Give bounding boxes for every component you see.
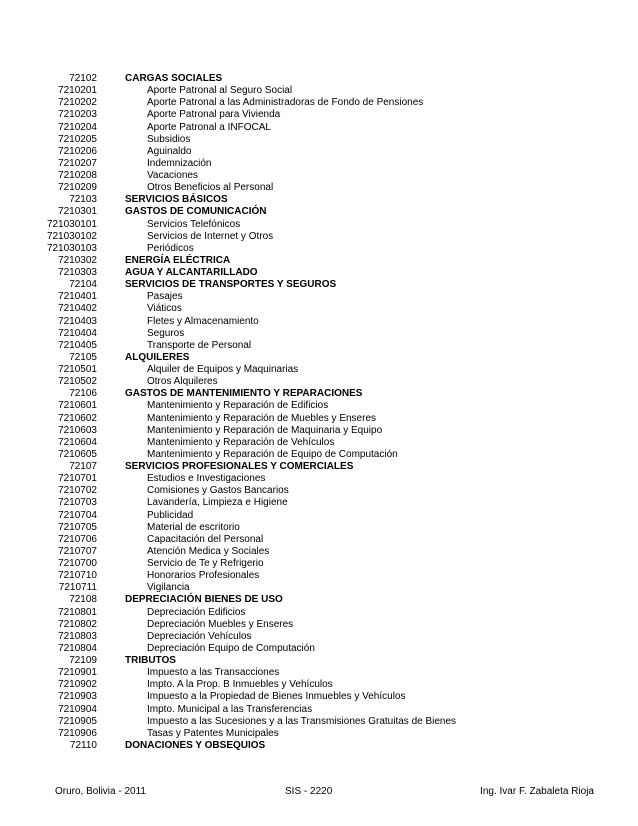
account-label: Impto. Municipal a las Transferencias — [147, 703, 313, 715]
account-label: Aporte Patronal a INFOCAL — [147, 121, 271, 133]
account-label: Indemnización — [147, 157, 212, 169]
account-label: TRIBUTOS — [125, 655, 176, 666]
account-item-row — [0, 510, 638, 522]
account-label: Viáticos — [147, 303, 182, 315]
account-code: 7210803 — [58, 630, 97, 642]
account-item-row — [0, 328, 638, 340]
account-code: 7210501 — [58, 364, 97, 375]
account-heading-row — [0, 267, 638, 279]
account-item-row — [0, 437, 638, 449]
account-item-row — [0, 134, 638, 146]
account-label: Vigilancia — [147, 582, 190, 594]
account-item-row — [0, 109, 638, 121]
account-item-row — [0, 716, 638, 728]
account-label: Impuesto a las Transacciones — [147, 667, 280, 679]
account-item-row — [0, 376, 638, 388]
account-code: 7210206 — [58, 145, 97, 157]
account-code: 7210702 — [58, 485, 97, 497]
account-code: 7210209 — [58, 182, 97, 194]
account-item-row — [0, 85, 638, 97]
account-item-row — [0, 679, 638, 691]
account-code: 72109 — [69, 655, 97, 666]
footer-course: SIS - 2220 — [285, 786, 333, 797]
account-heading-row — [0, 73, 638, 85]
account-code: 7210502 — [58, 376, 97, 388]
account-item-row — [0, 231, 638, 243]
account-label: AGUA Y ALCANTARILLADO — [125, 267, 258, 278]
account-label: Pasajes — [147, 291, 183, 303]
account-label: Impto. A la Prop. B Inmuebles y Vehículos — [147, 679, 333, 691]
account-label: GASTOS DE COMUNICACIÓN — [125, 206, 267, 218]
account-code: 7210208 — [58, 170, 97, 181]
account-code: 7210706 — [58, 533, 97, 545]
account-label: Seguros — [147, 327, 185, 339]
account-heading-row — [0, 655, 638, 667]
account-list — [0, 73, 638, 752]
account-code: 7210701 — [58, 473, 97, 485]
account-label: Transporte de Personal — [147, 339, 252, 351]
account-item-row — [0, 570, 638, 582]
account-code: 7210605 — [58, 448, 97, 460]
account-label: Tasas y Patentes Municipales — [147, 727, 279, 739]
account-item-row — [0, 400, 638, 412]
account-label: Vacaciones — [147, 170, 198, 181]
account-item-row — [0, 728, 638, 740]
account-code: 7210207 — [58, 157, 97, 169]
account-item-row — [0, 631, 638, 643]
account-label: Mantenimiento y Reparación de Maquinaria y Equipo — [147, 424, 383, 436]
account-code: 7210903 — [58, 691, 97, 703]
account-code: 7210700 — [58, 558, 97, 569]
account-code: 72110 — [69, 739, 97, 751]
account-item-row — [0, 158, 638, 170]
account-item-row — [0, 619, 638, 631]
account-item-row — [0, 219, 638, 231]
account-code: 7210303 — [58, 267, 97, 278]
account-item-row — [0, 122, 638, 134]
account-code: 7210205 — [58, 133, 97, 145]
account-label: Publicidad — [147, 509, 194, 521]
account-item-row — [0, 170, 638, 182]
account-code: 7210301 — [58, 206, 97, 218]
account-code: 7210804 — [58, 642, 97, 654]
account-code: 7210906 — [58, 727, 97, 739]
account-item-row — [0, 497, 638, 509]
account-code: 72102 — [69, 73, 97, 84]
account-label: Mantenimiento y Reparación de Edificios — [147, 400, 329, 412]
account-heading-row — [0, 206, 638, 218]
account-item-row — [0, 558, 638, 570]
account-code: 7210707 — [58, 545, 97, 557]
account-code: 72104 — [69, 279, 97, 291]
account-code: 7210404 — [58, 327, 97, 339]
account-item-row — [0, 303, 638, 315]
account-item-row — [0, 534, 638, 546]
account-label: Depreciación Edificios — [147, 606, 246, 618]
account-code: 7210302 — [58, 254, 97, 266]
account-item-row — [0, 243, 638, 255]
footer-location: Oruro, Bolivia - 2011 — [55, 786, 146, 797]
account-item-row — [0, 691, 638, 703]
account-code: 7210405 — [58, 339, 97, 351]
account-code: 721030101 — [46, 218, 97, 230]
account-item-row — [0, 643, 638, 655]
account-label: Aporte Patronal a las Administradoras de Fondo de Pensiones — [147, 97, 424, 109]
account-code: 7210905 — [58, 715, 97, 727]
account-item-row — [0, 364, 638, 376]
account-item-row — [0, 413, 638, 425]
account-label: Fletes y Almacenamiento — [147, 315, 259, 327]
account-code: 72107 — [69, 461, 97, 472]
account-item-row — [0, 667, 638, 679]
account-label: SERVICIOS DE TRANSPORTES Y SEGUROS — [125, 279, 337, 291]
account-item-row — [0, 291, 638, 303]
account-code: 7210802 — [58, 618, 97, 630]
account-item-row — [0, 97, 638, 109]
account-label: Mantenimiento y Reparación de Equipo de Computación — [147, 448, 398, 460]
account-code: 7210801 — [58, 606, 97, 618]
account-label: Estudios e Investigaciones — [147, 473, 266, 485]
account-heading-row — [0, 194, 638, 206]
account-label: Depreciación Muebles y Enseres — [147, 618, 294, 630]
account-heading-row — [0, 255, 638, 267]
account-label: Depreciación Equipo de Computación — [147, 642, 315, 654]
account-label: Servicios Telefónicos — [147, 218, 241, 230]
account-label: Periódicos — [147, 242, 194, 254]
account-label: Comisiones y Gastos Bancarios — [147, 485, 289, 497]
account-label: ENERGÍA ELÉCTRICA — [125, 254, 231, 266]
account-code: 7210703 — [58, 497, 97, 509]
account-heading-row — [0, 740, 638, 752]
account-label: Subsidios — [147, 133, 191, 145]
account-code: 7210604 — [58, 436, 97, 448]
account-code: 7210705 — [58, 521, 97, 533]
account-label: Impuesto a las Sucesiones y a las Transmisiones Gratuitas de Bienes — [147, 715, 457, 727]
page-footer — [0, 786, 638, 800]
account-label: Material de escritorio — [147, 521, 240, 533]
account-label: Atención Medica y Sociales — [147, 545, 270, 557]
account-code: 7210601 — [58, 400, 97, 412]
account-code: 7210602 — [58, 412, 97, 424]
account-label: Servicios de Internet y Otros — [147, 230, 274, 242]
account-item-row — [0, 316, 638, 328]
account-code: 7210204 — [58, 121, 97, 133]
account-code: 7210901 — [58, 667, 97, 679]
account-label: CARGAS SOCIALES — [125, 73, 223, 84]
account-code: 721030103 — [46, 242, 97, 254]
account-item-row — [0, 340, 638, 352]
account-code: 7210603 — [58, 424, 97, 436]
account-label: Mantenimiento y Reparación de Muebles y Enseres — [147, 412, 377, 424]
account-code: 7210904 — [58, 703, 97, 715]
account-label: Aporte Patronal al Seguro Social — [147, 85, 293, 97]
account-label: Impuesto a la Propiedad de Bienes Inmuebles y Vehículos — [147, 691, 406, 703]
account-label: SERVICIOS PROFESIONALES Y COMERCIALES — [125, 461, 354, 472]
account-item-row — [0, 522, 638, 534]
account-code: 7210201 — [58, 85, 97, 97]
account-label: GASTOS DE MANTENIMIENTO Y REPARACIONES — [125, 388, 363, 400]
account-label: DEPRECIACIÓN BIENES DE USO — [125, 594, 283, 606]
account-label: Honorarios Profesionales — [147, 570, 260, 582]
account-label: Aporte Patronal para Vivienda — [147, 109, 281, 121]
account-heading-row — [0, 594, 638, 606]
account-code: 72106 — [69, 388, 97, 400]
account-code: 7210401 — [58, 291, 97, 303]
account-label: Alquiler de Equipos y Maquinarias — [147, 364, 299, 375]
account-code: 72108 — [69, 594, 97, 606]
account-item-row — [0, 704, 638, 716]
account-item-row — [0, 607, 638, 619]
account-code: 7210203 — [58, 109, 97, 121]
account-item-row — [0, 485, 638, 497]
account-label: Aguinaldo — [147, 145, 192, 157]
account-code: 72105 — [69, 351, 97, 363]
account-item-row — [0, 146, 638, 158]
account-heading-row — [0, 279, 638, 291]
account-label: Capacitación del Personal — [147, 533, 264, 545]
account-code: 72103 — [69, 194, 97, 206]
account-code: 7210402 — [58, 303, 97, 315]
account-item-row — [0, 182, 638, 194]
account-code: 7210710 — [58, 570, 97, 582]
account-heading-row — [0, 461, 638, 473]
account-heading-row — [0, 352, 638, 364]
account-label: Otros Beneficios al Personal — [147, 182, 274, 194]
account-item-row — [0, 582, 638, 594]
account-code: 7210704 — [58, 509, 97, 521]
account-label: Otros Alquileres — [147, 376, 218, 388]
account-code: 7210902 — [58, 679, 97, 691]
account-item-row — [0, 425, 638, 437]
account-code: 721030102 — [46, 230, 97, 242]
account-item-row — [0, 449, 638, 461]
account-code: 7210403 — [58, 315, 97, 327]
account-label: Servicio de Te y Refrigerio — [147, 558, 264, 569]
account-label: DONACIONES Y OBSEQUIOS — [125, 739, 266, 751]
account-code: 7210202 — [58, 97, 97, 109]
account-item-row — [0, 546, 638, 558]
account-label: Mantenimiento y Reparación de Vehículos — [147, 436, 335, 448]
account-label: ALQUILERES — [125, 351, 190, 363]
account-code: 7210711 — [58, 582, 97, 594]
account-label: Depreciación Vehículos — [147, 630, 252, 642]
account-label: SERVICIOS BÁSICOS — [125, 194, 228, 206]
account-label: Lavandería, Limpieza e Higiene — [147, 497, 288, 509]
footer-author: Ing. Ivar F. Zabaleta Rioja — [480, 786, 594, 797]
account-heading-row — [0, 388, 638, 400]
account-item-row — [0, 473, 638, 485]
